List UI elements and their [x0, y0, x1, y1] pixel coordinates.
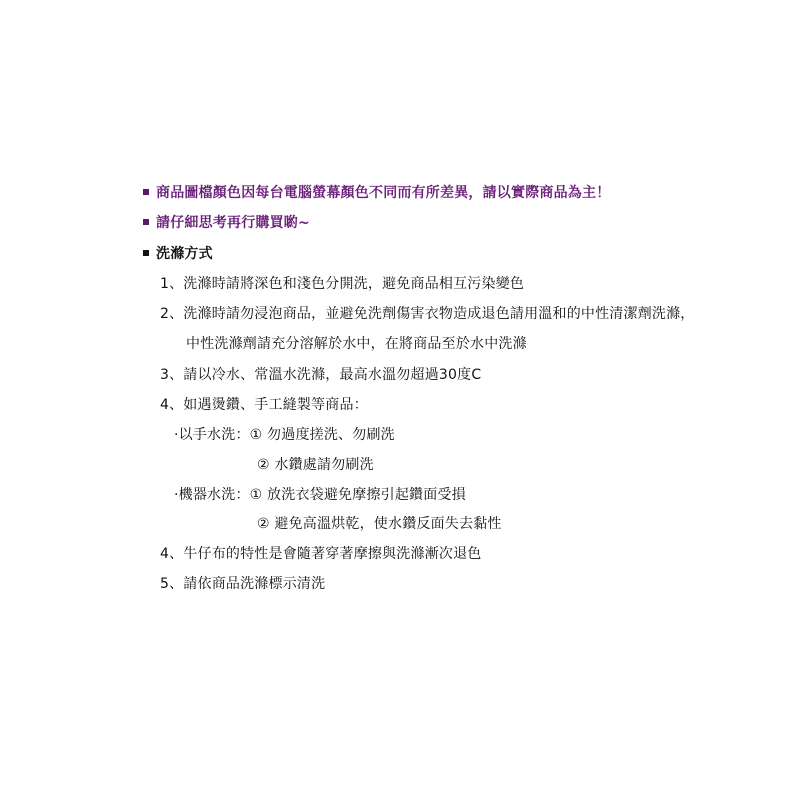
- bullet-square-icon: [143, 250, 149, 256]
- hand-wash-line-2: ② 水鑽處請勿刷洗: [257, 457, 374, 473]
- machine-wash-line-2: ② 避免高溫烘乾，使水鑽反面失去黏性: [257, 516, 502, 532]
- hand-wash-line-1: ·以手水洗：① 勿過度搓洗、勿刷洗: [174, 427, 395, 443]
- washing-item-2-line-2: 中性洗滌劑請充分溶解於水中，在將商品至於水中洗滌: [186, 336, 527, 352]
- note-text-1: 商品圖檔顏色因每台電腦螢幕顏色不同而有所差異，請以實際商品為主！: [156, 185, 611, 201]
- washing-item-5: 4、牛仔布的特性是會隨著穿著摩擦與洗滌漸次退色: [160, 546, 482, 562]
- washing-item-6: 5、請依商品洗滌標示清洗: [160, 576, 326, 592]
- washing-item-3: 3、請以冷水、常溫水洗滌，最高水溫勿超過30度C: [160, 367, 482, 383]
- washing-item-1: 1、洗滌時請將深色和淺色分開洗，避免商品相互污染變色: [160, 276, 525, 292]
- bullet-square-icon: [143, 219, 149, 225]
- washing-item-2-line-1: 2、洗滌時請勿浸泡商品，並避免洗劑傷害衣物造成退色請用溫和的中性清潔劑洗滌，: [160, 306, 695, 322]
- note-line-1: [143, 184, 610, 202]
- washing-item-4: 4、如遇燙鑽、手工縫製等商品：: [160, 397, 368, 413]
- machine-wash-line-1: ·機器水洗：① 放洗衣袋避免摩擦引起鑽面受損: [174, 487, 466, 503]
- washing-heading: 洗滌方式: [156, 246, 213, 262]
- note-line-2: [143, 214, 310, 232]
- note-text-2: 請仔細思考再行購買喲~: [156, 215, 310, 231]
- bullet-square-icon: [143, 189, 149, 195]
- washing-heading-line: [143, 245, 213, 263]
